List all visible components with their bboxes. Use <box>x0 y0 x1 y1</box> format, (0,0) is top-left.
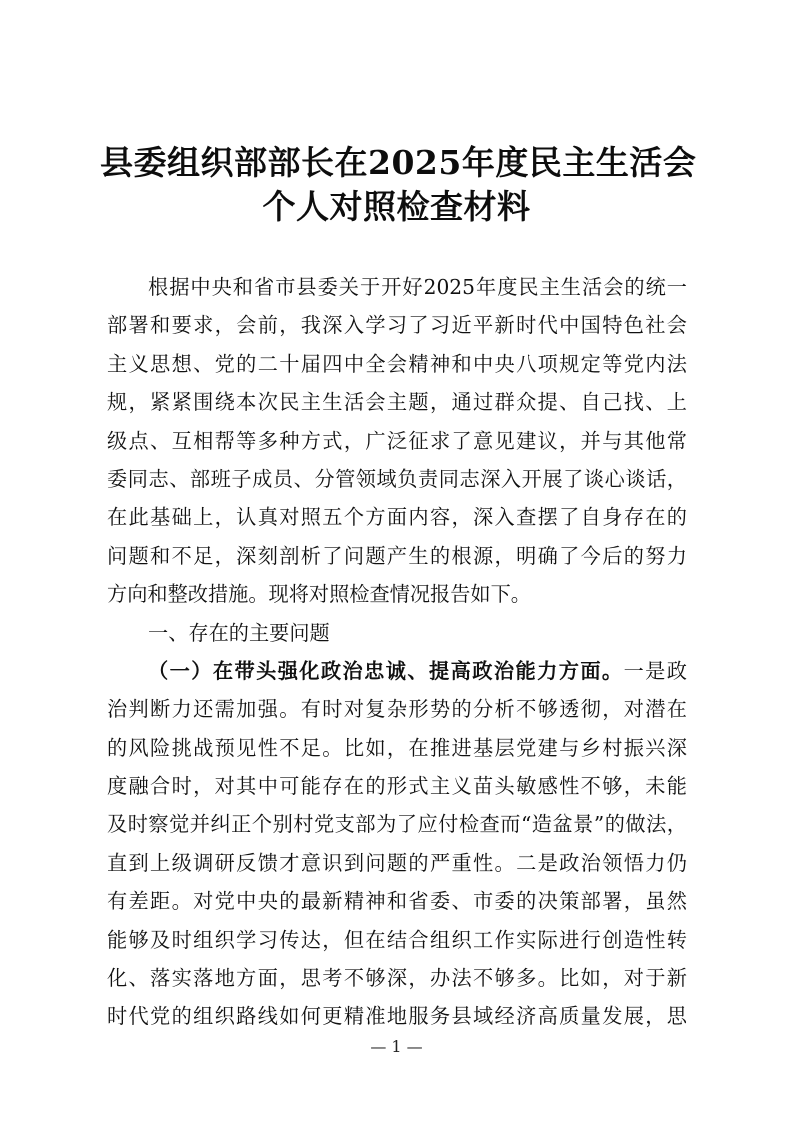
intro-line-9: 方向和整改措施。现将对照检查情况报告如下。 <box>107 582 531 607</box>
intro-line-1: 根据中央和省市县委关于开好2025年度民主生活会的统一 <box>148 275 687 299</box>
title-line-1: 县委组织部部长在2025年度民主生活会 <box>100 143 697 182</box>
subsection-line-1: 治判断力还需加强。有时对复杂形势的分析不够透彻，对潜在 <box>107 697 687 722</box>
subsection-first-line-rest: 一是政 <box>623 658 687 683</box>
subsection-line-2: 的风险挑战预见性不足。比如，在推进基层党建与乡村振兴深 <box>107 735 687 760</box>
document-body <box>107 268 687 1036</box>
intro-line-5: 级点、互相帮等多种方式，广泛征求了意见建议，并与其他常 <box>107 428 687 453</box>
subsection-line-6: 有差距。对党中央的最新精神和省委、市委的决策部署，虽然 <box>107 889 687 914</box>
subsection-line-4: 及时察觉并纠正个别村党支部为了应付检查而“造盆景”的做法， <box>107 812 687 837</box>
subsection-heading: （一）在带头强化政治忠诚、提高政治能力方面。 <box>148 658 624 683</box>
intro-line-2: 部署和要求，会前，我深入学习了习近平新时代中国特色社会 <box>107 313 687 338</box>
subsection-line-5: 直到上级调研反馈才意识到问题的严重性。二是政治领悟力仍 <box>107 850 687 875</box>
subsection-line-9: 时代党的组织路线如何更精准地服务县域经济高质量发展，思 <box>107 1004 687 1029</box>
intro-line-8: 问题和不足，深刻剖析了问题产生的根源，明确了今后的努力 <box>107 543 687 568</box>
intro-line-6: 委同志、部班子成员、分管领域负责同志深入开展了谈心谈话， <box>107 466 687 491</box>
subsection-line-3: 度融合时，对其中可能存在的形式主义苗头敏感性不够，未能 <box>107 774 687 799</box>
subsection-line-8: 化、落实落地方面，思考不够深，办法不够多。比如，对于新 <box>107 966 687 991</box>
section-heading: 一、存在的主要问题 <box>148 620 330 645</box>
intro-line-4: 规，紧紧围绕本次民主生活会主题，通过群众提、自己找、上 <box>107 390 687 415</box>
subsection-line-7: 能够及时组织学习传达，但在结合组织工作实际进行创造性转 <box>107 927 687 952</box>
intro-line-3: 主义思想、党的二十届四中全会精神和中央八项规定等党内法 <box>107 351 687 376</box>
page-number: — 1 — <box>370 1037 423 1056</box>
title-line-2: 个人对照检查材料 <box>262 187 531 226</box>
intro-line-7: 在此基础上，认真对照五个方面内容，深入查摆了自身存在的 <box>107 505 687 530</box>
document-title <box>100 141 697 229</box>
subsection-first-line <box>107 652 687 690</box>
